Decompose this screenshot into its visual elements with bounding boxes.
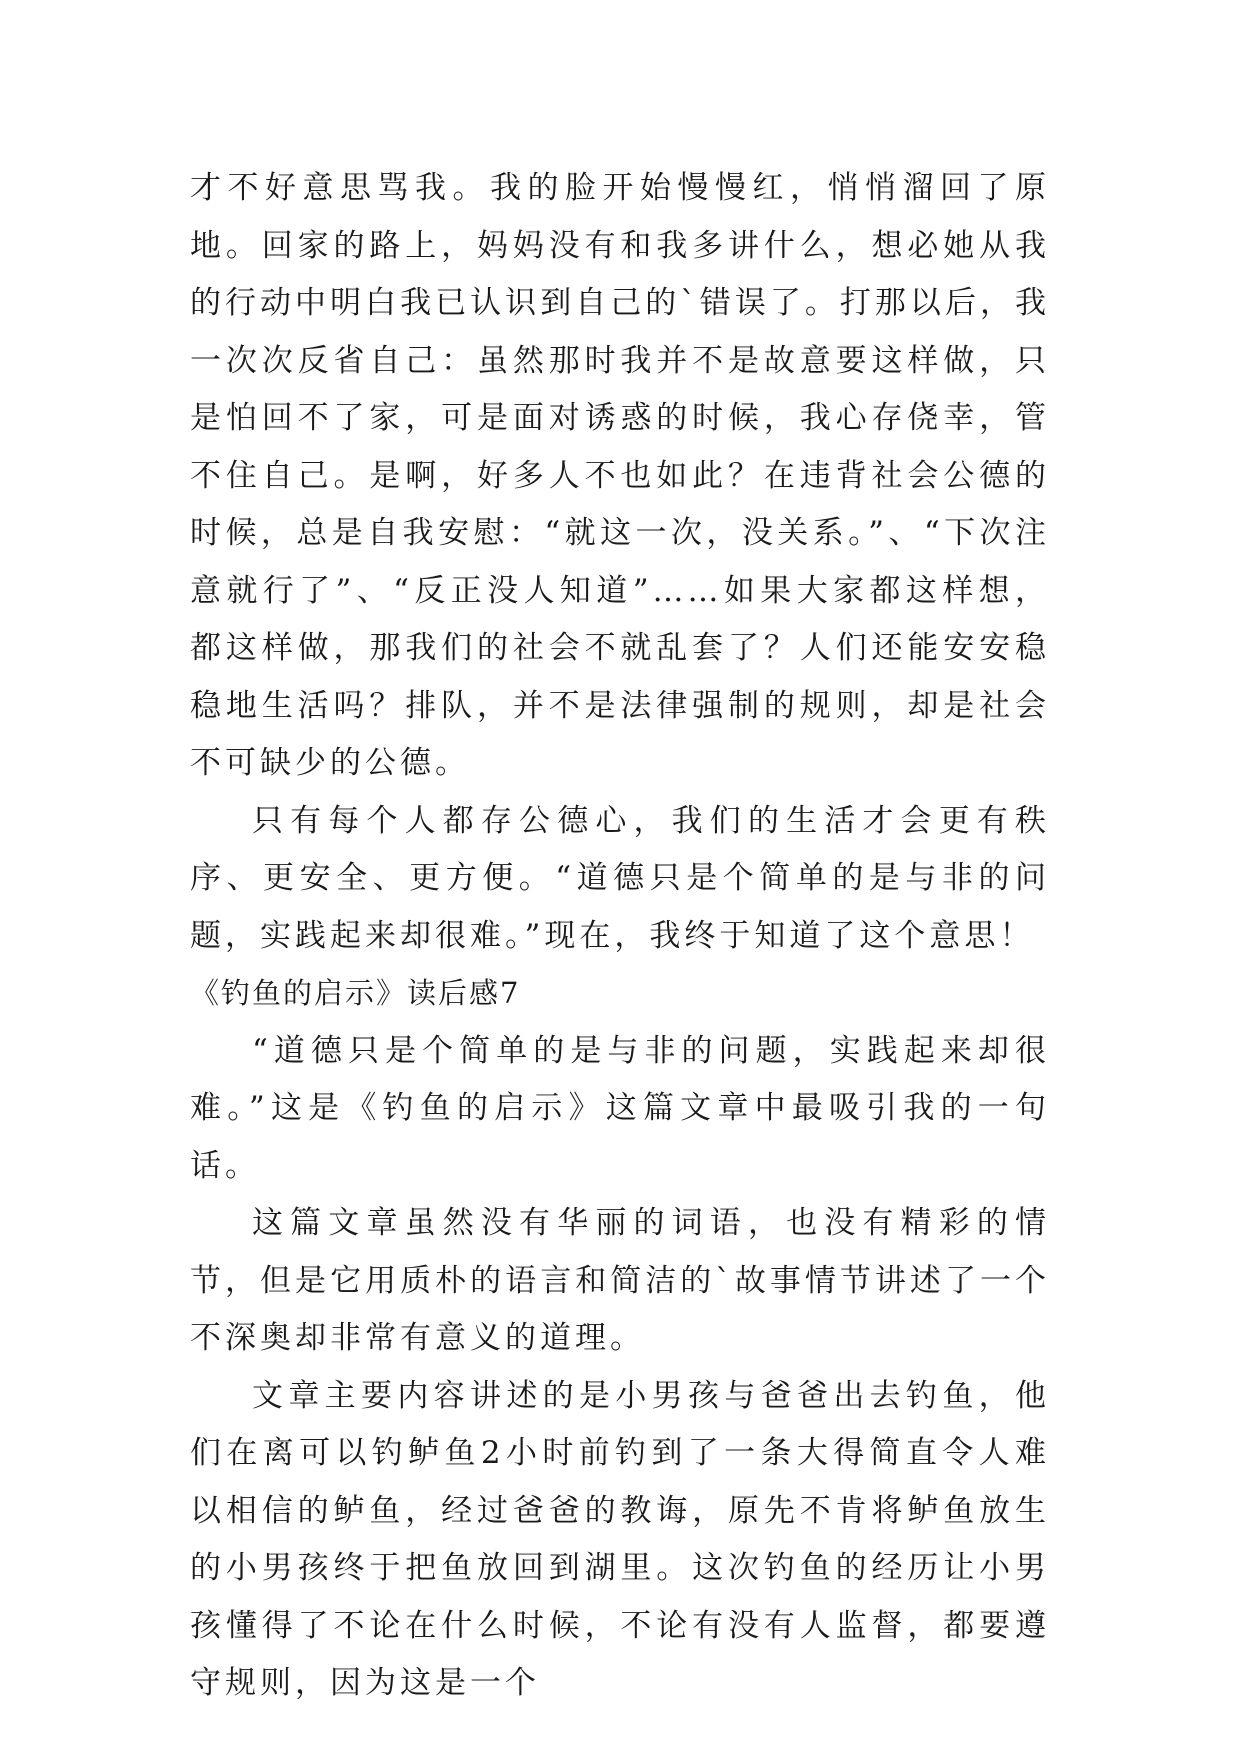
document-body: [190, 160, 1050, 1713]
paragraph-content: 文章主要内容讲述的是小男孩与爸爸出去钓鱼，他们在离可以钓鲈鱼2小时前钓到了一条大得简直令人难以相信的鲈鱼，经过爸爸的教诲，原先不肯将鲈鱼放生的小男孩终于把鱼放回到湖里。这次钓鱼的经历让小男孩懂得了不论在什么时候，不论有没有人监督，都要遵守规则，因为这是一个: [190, 1377, 1050, 1701]
paragraph-continuation: 才不好意思骂我。我的脸开始慢慢红，悄悄溜回了原地。回家的路上，妈妈没有和我多讲什么，想必她从我的行动中明白我已认识到自己的`错误了。打那以后，我一次次反省自己：虽然那时我并不是故意要这样做，只是怕回不了家，可是面对诱惑的时候，我心存侥幸，管不住自己。是啊，好多人不也如此？在违背社会公德的时候，总是自我安慰：“就这一次，没关系。”、“下次注意就行了”、“反正没人知道”……如果大家都这样想，都这样做，那我们的社会不就乱套了？人们还能安安稳稳地生活吗？排队，并不是法律强制的规则，却是社会不可缺少的公德。: [190, 170, 1050, 781]
section-heading: 《钓鱼的启示》读后感7: [190, 976, 521, 1010]
paragraph-summary: 这篇文章虽然没有华丽的词语，也没有精彩的情节，但是它用质朴的语言和简洁的`故事情节讲述了一个不深奥却非常有意义的道理。: [190, 1205, 1050, 1356]
paragraph-conclusion: 只有每个人都存公德心，我们的生活才会更有秩序、更安全、更方便。“道德只是个简单的是与非的问题，实践起来却很难。”现在，我终于知道了这个意思！: [190, 802, 1050, 954]
paragraph-quote: “道德只是个简单的是与非的问题，实践起来却很难。”这是《钓鱼的启示》这篇文章中最吸引我的一句话。: [190, 1032, 1050, 1184]
